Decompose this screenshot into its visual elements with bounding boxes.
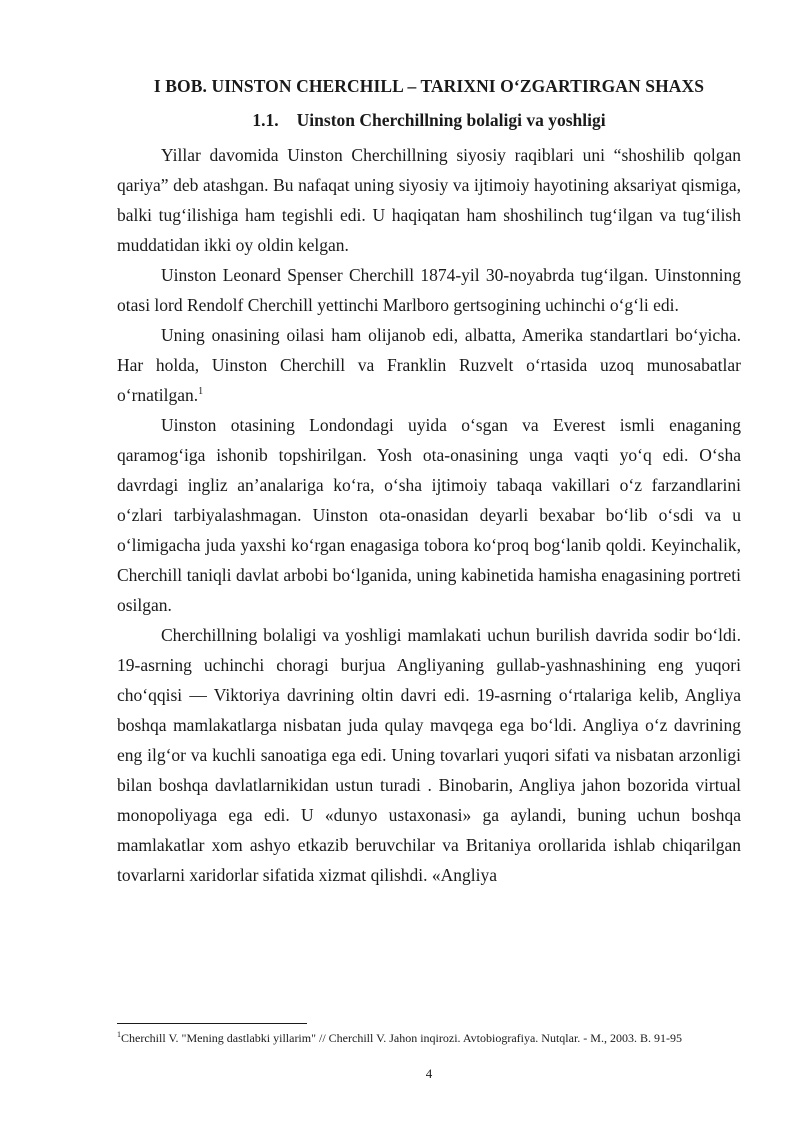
section-title: Uinston Cherchillning bolaligi va yoshligi xyxy=(296,110,606,130)
paragraph-with-footnote xyxy=(117,320,741,410)
paragraph: Cherchillning bolaligi va yoshligi mamlakati uchun burilish davrida sodir bo‘ldi. 19-asrning uchinchi choragi burjua Angliyaning gullab-yashnashining eng yuqori cho‘qqisi — Viktoriya davrining oltin davri edi. 19-asrning o‘rtalariga kelib, Angliya boshqa mamlakatlarga nisbatan juda qulay mavqega ega bo‘ldi. Angliya o‘z davrining eng ilg‘or va kuchli sanoatiga ega edi. Uning tovarlari yuqori sifati va nisbatan arzonligi bilan boshqa davlatlarnikidan ustun turadi . Binobarin, Angliya jahon bozorida virtual monopoliyaga ega edi. U «dunyo ustaxonasi» ga aylandi, buning uchun boshqa mamlakatlar xom ashyo etkazib beruvchilar va Britaniya orollarida ishlab chiqarilgan tovarlarni xaridorlar sifatida xizmat qilishdi. «Angliya xyxy=(117,625,741,885)
section-heading xyxy=(117,108,741,132)
body-text xyxy=(117,140,741,890)
paragraph: Uinston otasining Londondagi uyida o‘sgan va Everest ismli enaganing qaramog‘iga ishonib topshirilgan. Yosh ota-onasining unga vaqti yo‘q edi. O‘sha davrdagi ingliz an’analariga ko‘ra, o‘sha ijtimoiy tabaqa vakillari o‘z farzandlarini o‘zlari tarbiyalashmagan. Uinston ota-onasidan deyarli bexabar bo‘lib o‘sdi va u o‘limigacha juda yaxshi ko‘rgan enagasiga tobora ko‘proq bog‘lanib qoldi. Keyinchalik, Cherchill taniqli davlat arbobi bo‘lganida, uning kabinetida hamisha enagasining portreti osilgan. xyxy=(117,415,741,615)
footnote-reference[interactable]: 1 xyxy=(198,386,204,398)
footnote-marker: 1 xyxy=(117,1030,121,1039)
footnote-text: Cherchill V. "Mening dastlabki yillarim" // Cherchill V. Jahon inqirozi. Avtobiografiya. Nutqlar. - M., 2003. B. 91-95 xyxy=(121,1031,682,1045)
paragraph: Yillar davomida Uinston Cherchillning siyosiy raqiblari uni “shoshilib qolgan qariya” deb atashgan. Bu nafaqat uning siyosiy va ijtimoiy hayotining aksariyat qismiga, balki tug‘ilishiga ham tegishli edi. U haqiqatan ham shoshilinch tug‘ilgan va tug‘ilish muddatidan ikki oy oldin kelgan. xyxy=(117,145,741,255)
page-number: 4 xyxy=(425,1066,433,1081)
chapter-title: I BOB. UINSTON CHERCHILL – TARIXNI O‘ZGARTIRGAN SHAXS xyxy=(153,76,705,96)
footnote-divider xyxy=(117,1023,307,1024)
paragraph: Uinston Leonard Spenser Cherchill 1874-yil 30-noyabrda tug‘ilgan. Uinstonning otasi lord Rendolf Cherchill yettinchi Marlboro gertsogining uchinchi o‘g‘li edi. xyxy=(117,265,741,315)
section-number: 1.1. xyxy=(252,110,279,130)
paragraph-text: Uning onasining oilasi ham olijanob edi, albatta, Amerika standartlari bo‘yicha. Har holda, Uinston Cherchill va Franklin Ruzvelt o‘rtasida uzoq munosabatlar o‘rnatilgan. xyxy=(117,325,741,405)
footnote xyxy=(117,1030,741,1047)
